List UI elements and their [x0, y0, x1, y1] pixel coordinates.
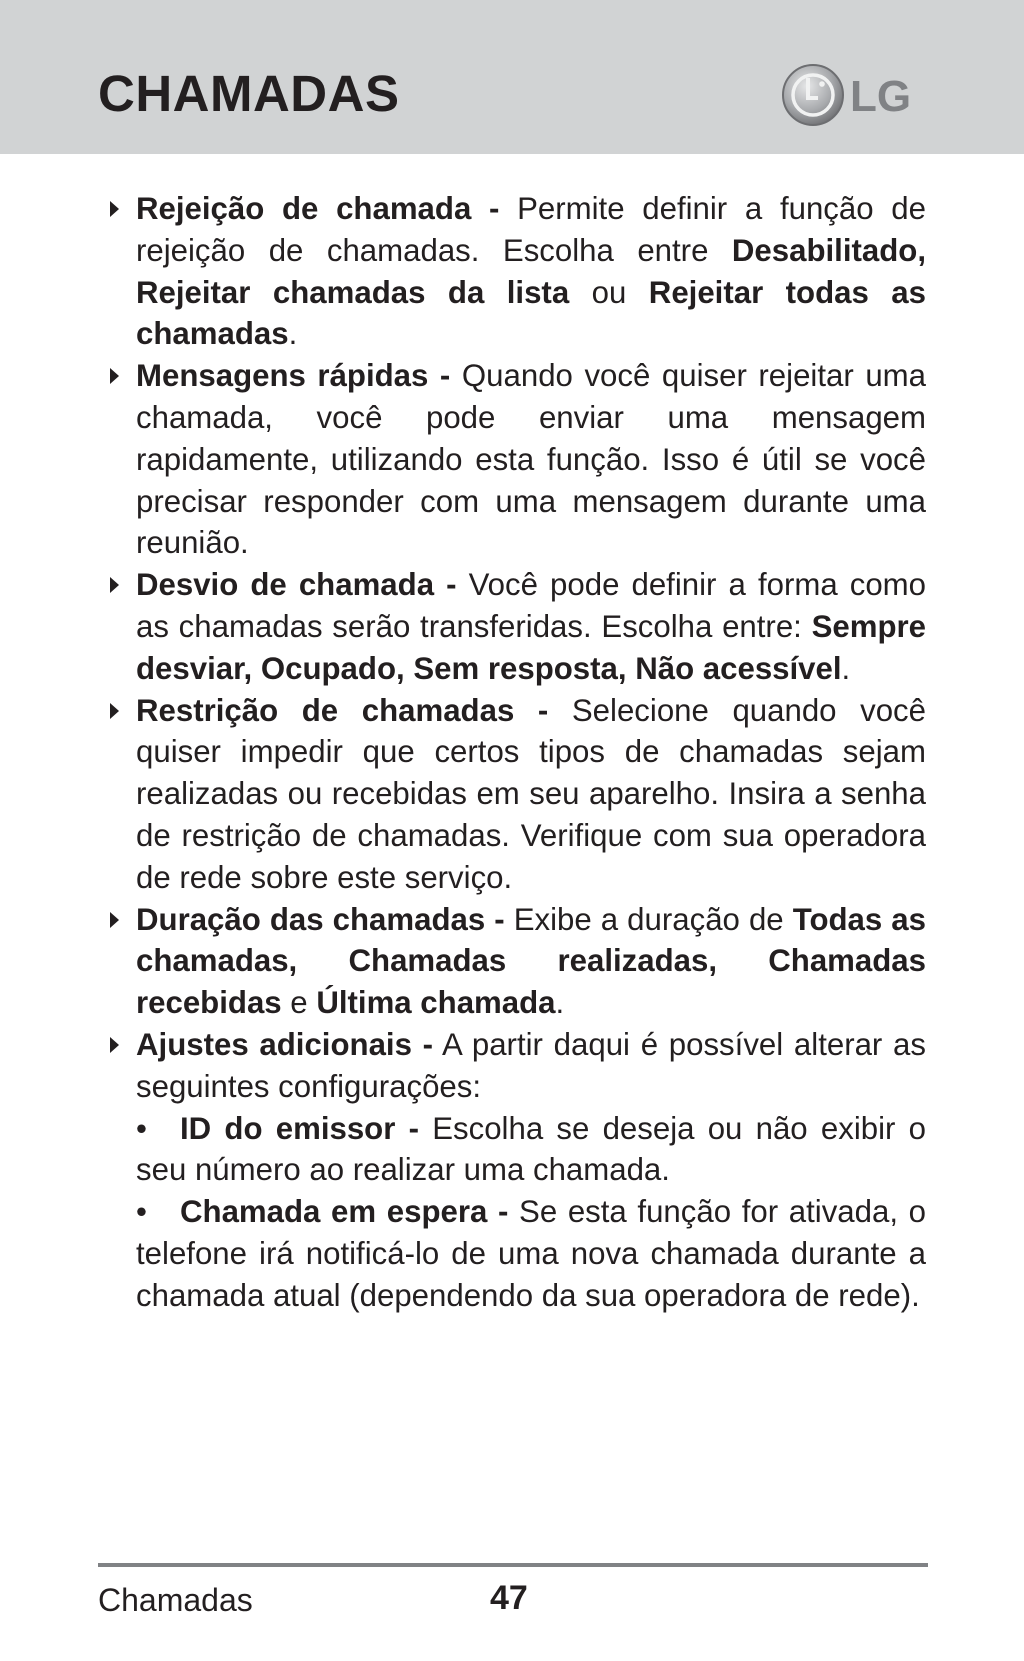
item-text: A partir daqui é possível alterar as seguintes configurações:: [136, 1026, 926, 1104]
sub-bullet: •: [136, 1110, 147, 1146]
list-item-call-barring: [108, 690, 926, 899]
item-title: Rejeição de chamada -: [136, 191, 500, 226]
triangle-bullet-icon: [110, 368, 119, 384]
page-header: [0, 0, 1024, 154]
sub-item-title: ID do emissor -: [180, 1110, 419, 1146]
item-title: Ajustes adicionais -: [136, 1026, 434, 1062]
list-item-call-forwarding: [108, 564, 926, 689]
triangle-bullet-icon: [110, 1037, 119, 1053]
item-title: Desvio de chamada -: [136, 567, 457, 603]
item-option: Sempre desviar, Ocupado, Sem resposta, Não acessível: [136, 608, 926, 686]
item-text: Permite definir a função de rejeição de chamadas. Escolha entre: [136, 191, 926, 268]
item-text: Exibe a duração de: [504, 901, 793, 937]
list-item-call-rejection: [108, 188, 926, 355]
sub-item-caller-id: [108, 1108, 926, 1192]
item-text: Selecione quando você quiser impedir que certos tipos de chamadas sejam realizadas ou recebidas em seu aparelho. Insira a senha de restrição de chamadas. Verifique com sua operadora de rede sobre este serviço.: [136, 692, 926, 895]
sub-item-call-waiting: [108, 1191, 926, 1316]
triangle-bullet-icon: [110, 577, 119, 593]
item-text: e: [281, 985, 317, 1021]
lg-logo-icon: [780, 62, 932, 128]
page-number: 47: [490, 1579, 528, 1617]
item-title: Mensagens rápidas -: [136, 358, 451, 394]
triangle-bullet-icon: [110, 703, 119, 719]
item-text: Você pode definir a forma como as chamadas serão transferidas. Escolha entre:: [136, 567, 926, 644]
item-option: Todas as chamadas, Chamadas realizadas, Chamadas recebidas: [136, 901, 926, 1021]
item-text: .: [555, 985, 565, 1021]
content-body: [108, 188, 926, 1317]
sub-item-text: Se esta função for ativada, o telefone irá notificá-lo de uma nova chamada durante a chamada atual (dependendo da sua operadora de rede).: [136, 1194, 926, 1313]
page-title: CHAMADAS: [98, 65, 400, 122]
footer-section-label: Chamadas: [98, 1582, 253, 1618]
item-text: Quando você quiser rejeitar uma chamada, você pode enviar uma mensagem rapidamente, utilizando esta função. Isso é útil se você precisar responder com uma mensagem durante uma reunião.: [136, 358, 926, 561]
item-text: .: [841, 650, 851, 686]
item-title: Restrição de chamadas -: [136, 692, 549, 728]
triangle-bullet-icon: [110, 201, 119, 217]
item-option: Rejeitar todas as chamadas: [136, 274, 927, 352]
item-text: ou: [569, 274, 649, 310]
triangle-bullet-icon: [110, 912, 119, 928]
item-title: Duração das chamadas -: [136, 901, 505, 937]
sub-item-title: Chamada em espera -: [180, 1194, 509, 1230]
list-item-quick-messages: [108, 355, 926, 564]
item-text: .: [288, 316, 298, 352]
list-item-call-duration: [108, 899, 926, 1024]
sub-bullet: •: [136, 1194, 147, 1230]
footer-divider: [98, 1563, 928, 1567]
list-item-additional-settings: [108, 1024, 926, 1108]
sub-item-text: Escolha se deseja ou não exibir o seu número ao realizar uma chamada.: [136, 1110, 926, 1188]
item-option: Última chamada: [316, 985, 556, 1021]
item-option: Desabilitado, Rejeitar chamadas da lista: [136, 232, 926, 310]
logo-text: LG: [850, 72, 912, 121]
